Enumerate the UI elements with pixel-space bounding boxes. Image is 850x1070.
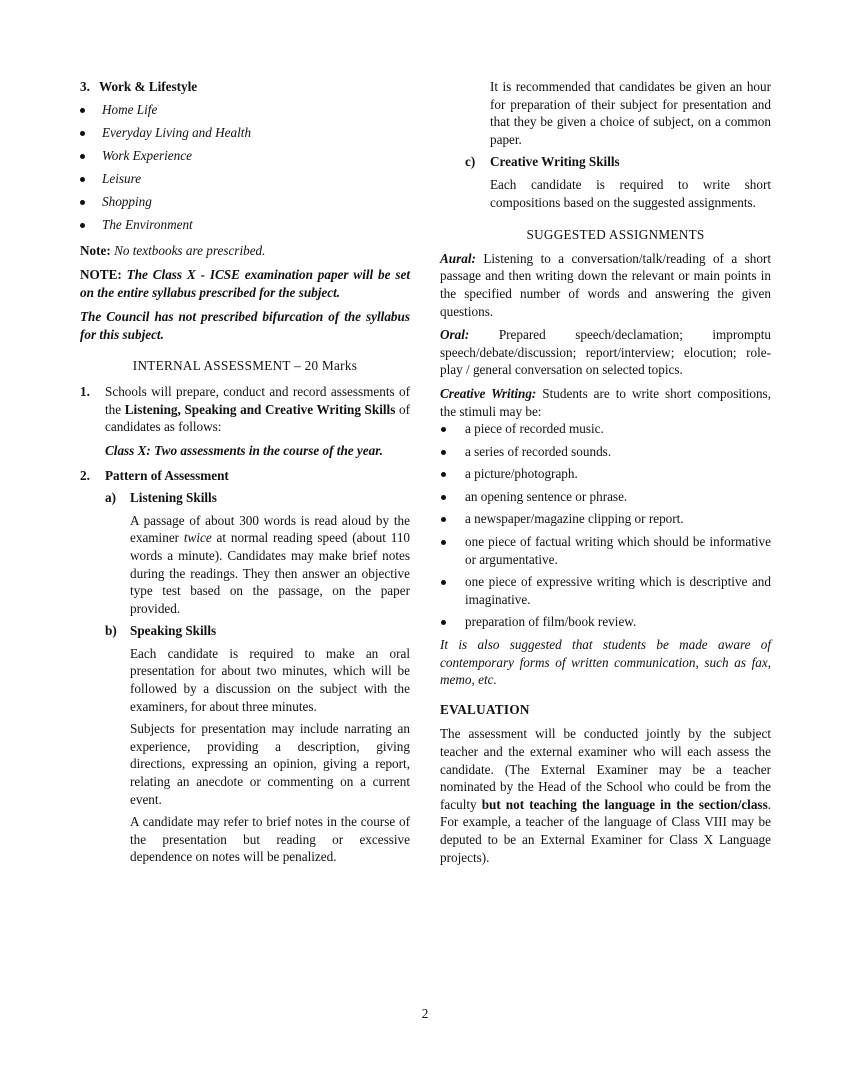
item-number: 1. (80, 384, 90, 400)
text-segment-bold: but not teaching the language in the section/class (481, 796, 768, 812)
assessment-item-2 (80, 467, 410, 485)
left-column (80, 78, 410, 866)
section-number: 3. (80, 79, 90, 94)
page-number: 2 (421, 1006, 429, 1021)
right-column (440, 78, 771, 866)
listening-skills-heading (105, 489, 410, 507)
text-segment: Schools will prepare, conduct and record assessments of the (105, 384, 410, 417)
note-textbooks (80, 242, 410, 260)
work-lifestyle-heading (80, 78, 410, 96)
listening-skills-text (130, 512, 410, 618)
sub-number: b) (105, 623, 117, 639)
internal-assessment-title: INTERNAL ASSESSMENT – 20 Marks (132, 357, 358, 373)
speaking-skills-heading (105, 622, 410, 640)
section-title: Work & Lifestyle (99, 79, 198, 94)
list-item: a series of recorded sounds. (440, 443, 771, 461)
assignment-label: Oral: (440, 327, 470, 343)
class-x-note: Class X: Two assessments in the course of the year. (105, 442, 383, 458)
note-exam (80, 266, 410, 301)
sub-title: Speaking Skills (130, 623, 217, 639)
list-item: one piece of factual writing which should be informative or argumentative. (440, 533, 771, 568)
list-item: a piece of recorded music. (440, 420, 771, 438)
item-title: Pattern of Assessment (105, 467, 229, 483)
list-item: a newspaper/magazine clipping or report. (440, 510, 771, 528)
text-segment-bold: Listening, Speaking and Creative Writing Skills (124, 401, 396, 417)
creative-writing-assignment (440, 385, 771, 420)
suggestion-note: It is also suggested that students be made aware of contemporary forms of written communication, such as fax, memo, etc. (440, 637, 771, 688)
list-item: Leisure (80, 170, 410, 193)
creative-writing-block (465, 153, 771, 211)
assignment-label: Creative Writing: (440, 385, 537, 401)
suggested-assignments-title: SUGGESTED ASSIGNMENTS (526, 227, 705, 243)
list-item: preparation of film/book review. (440, 613, 771, 631)
text-segment: The assessment will be conducted jointly by the subject teacher and the external examiner who will each assess the candidate. (The External Examiner may be a teacher nominated by the Head of the School who could be from the faculty (440, 726, 771, 812)
aural-assignment (440, 250, 771, 320)
list-item: a picture/photograph. (440, 465, 771, 483)
list-item: Home Life (80, 101, 410, 124)
sub-title: Creative Writing Skills (490, 154, 620, 170)
assignment-text: Listening to a conversation/talk/reading of a short passage and then writing down the relevant or main points in the specified number of words and answering the given questions. (440, 250, 771, 319)
speaking-paragraph-1: Each candidate is required to make an oral presentation for about two minutes, which will be followed by a discussion on the subject with the examiners, for about three minutes. (130, 645, 410, 714)
recommendation-text: It is recommended that candidates be given an hour for preparation of their subject for presentation and that they be given a choice of subject, on a common paper. (490, 79, 771, 147)
list-item: one piece of expressive writing which is descriptive and imaginative. (440, 573, 771, 608)
assignment-text: Students are to write short compositions, the stimuli may be: (440, 385, 771, 419)
sub-title: Listening Skills (130, 490, 217, 506)
text-segment: at normal reading speed (about 110 words a minute). Candidates may make brief notes during the readings. They then answer an objective type test based on the passage, on the paper provided. (130, 530, 411, 616)
item-1-text (105, 383, 410, 436)
list-item: Shopping (80, 193, 410, 216)
sub-number: c) (465, 154, 476, 170)
item-number: 2. (80, 467, 90, 483)
list-item: Everyday Living and Health (80, 124, 410, 147)
sub-number: a) (105, 490, 116, 506)
assignment-text: Prepared speech/declamation; impromptu speech/debate/discussion; report/interview; elocution; role-play / general conversation on selected topics. (440, 327, 771, 378)
topic-list (80, 101, 410, 239)
assignment-label: Aural: (440, 250, 476, 266)
oral-assignment (440, 326, 771, 379)
assessment-item-1 (80, 383, 410, 459)
note-label: Note: (80, 242, 111, 258)
council-note: The Council has not prescribed bifurcation of the syllabus for this subject. (80, 309, 410, 342)
speaking-skills-block (105, 622, 410, 866)
stimuli-list (440, 420, 771, 631)
text-segment: of candidates as follows: (105, 401, 410, 435)
creative-writing-text: Each candidate is required to write short compositions based on the suggested assignments. (490, 176, 771, 210)
list-item: Work Experience (80, 147, 410, 170)
evaluation-title: EVALUATION (440, 701, 530, 717)
speaking-paragraph-2: Subjects for presentation may include narrating an experience, providing a description, giving directions, expressing an opinion, giving a report, relating an anecdote or commenting on a current event. (130, 721, 410, 807)
note-text: No textbooks are prescribed. (114, 242, 266, 258)
evaluation-text (440, 725, 771, 866)
list-item: The Environment (80, 216, 410, 239)
speaking-paragraph-3: A candidate may refer to brief notes in the course of the presentation but reading or excessive dependence on notes will be penalized. (130, 814, 410, 865)
creative-writing-heading (465, 153, 771, 171)
listening-skills-block (105, 489, 410, 617)
note-text: The Class X - ICSE examination paper will be set on the entire syllabus prescribed for the subject. (80, 267, 411, 300)
list-item: an opening sentence or phrase. (440, 488, 771, 506)
text-segment: . For example, a teacher of the language of Class VIII may be deputed to be an External Examiner for Class X Language projects). (440, 796, 771, 865)
text-segment-italic: twice (183, 530, 212, 546)
note-label: NOTE: (80, 267, 122, 283)
text-segment: A passage of about 300 words is read aloud by the examiner (130, 512, 410, 546)
